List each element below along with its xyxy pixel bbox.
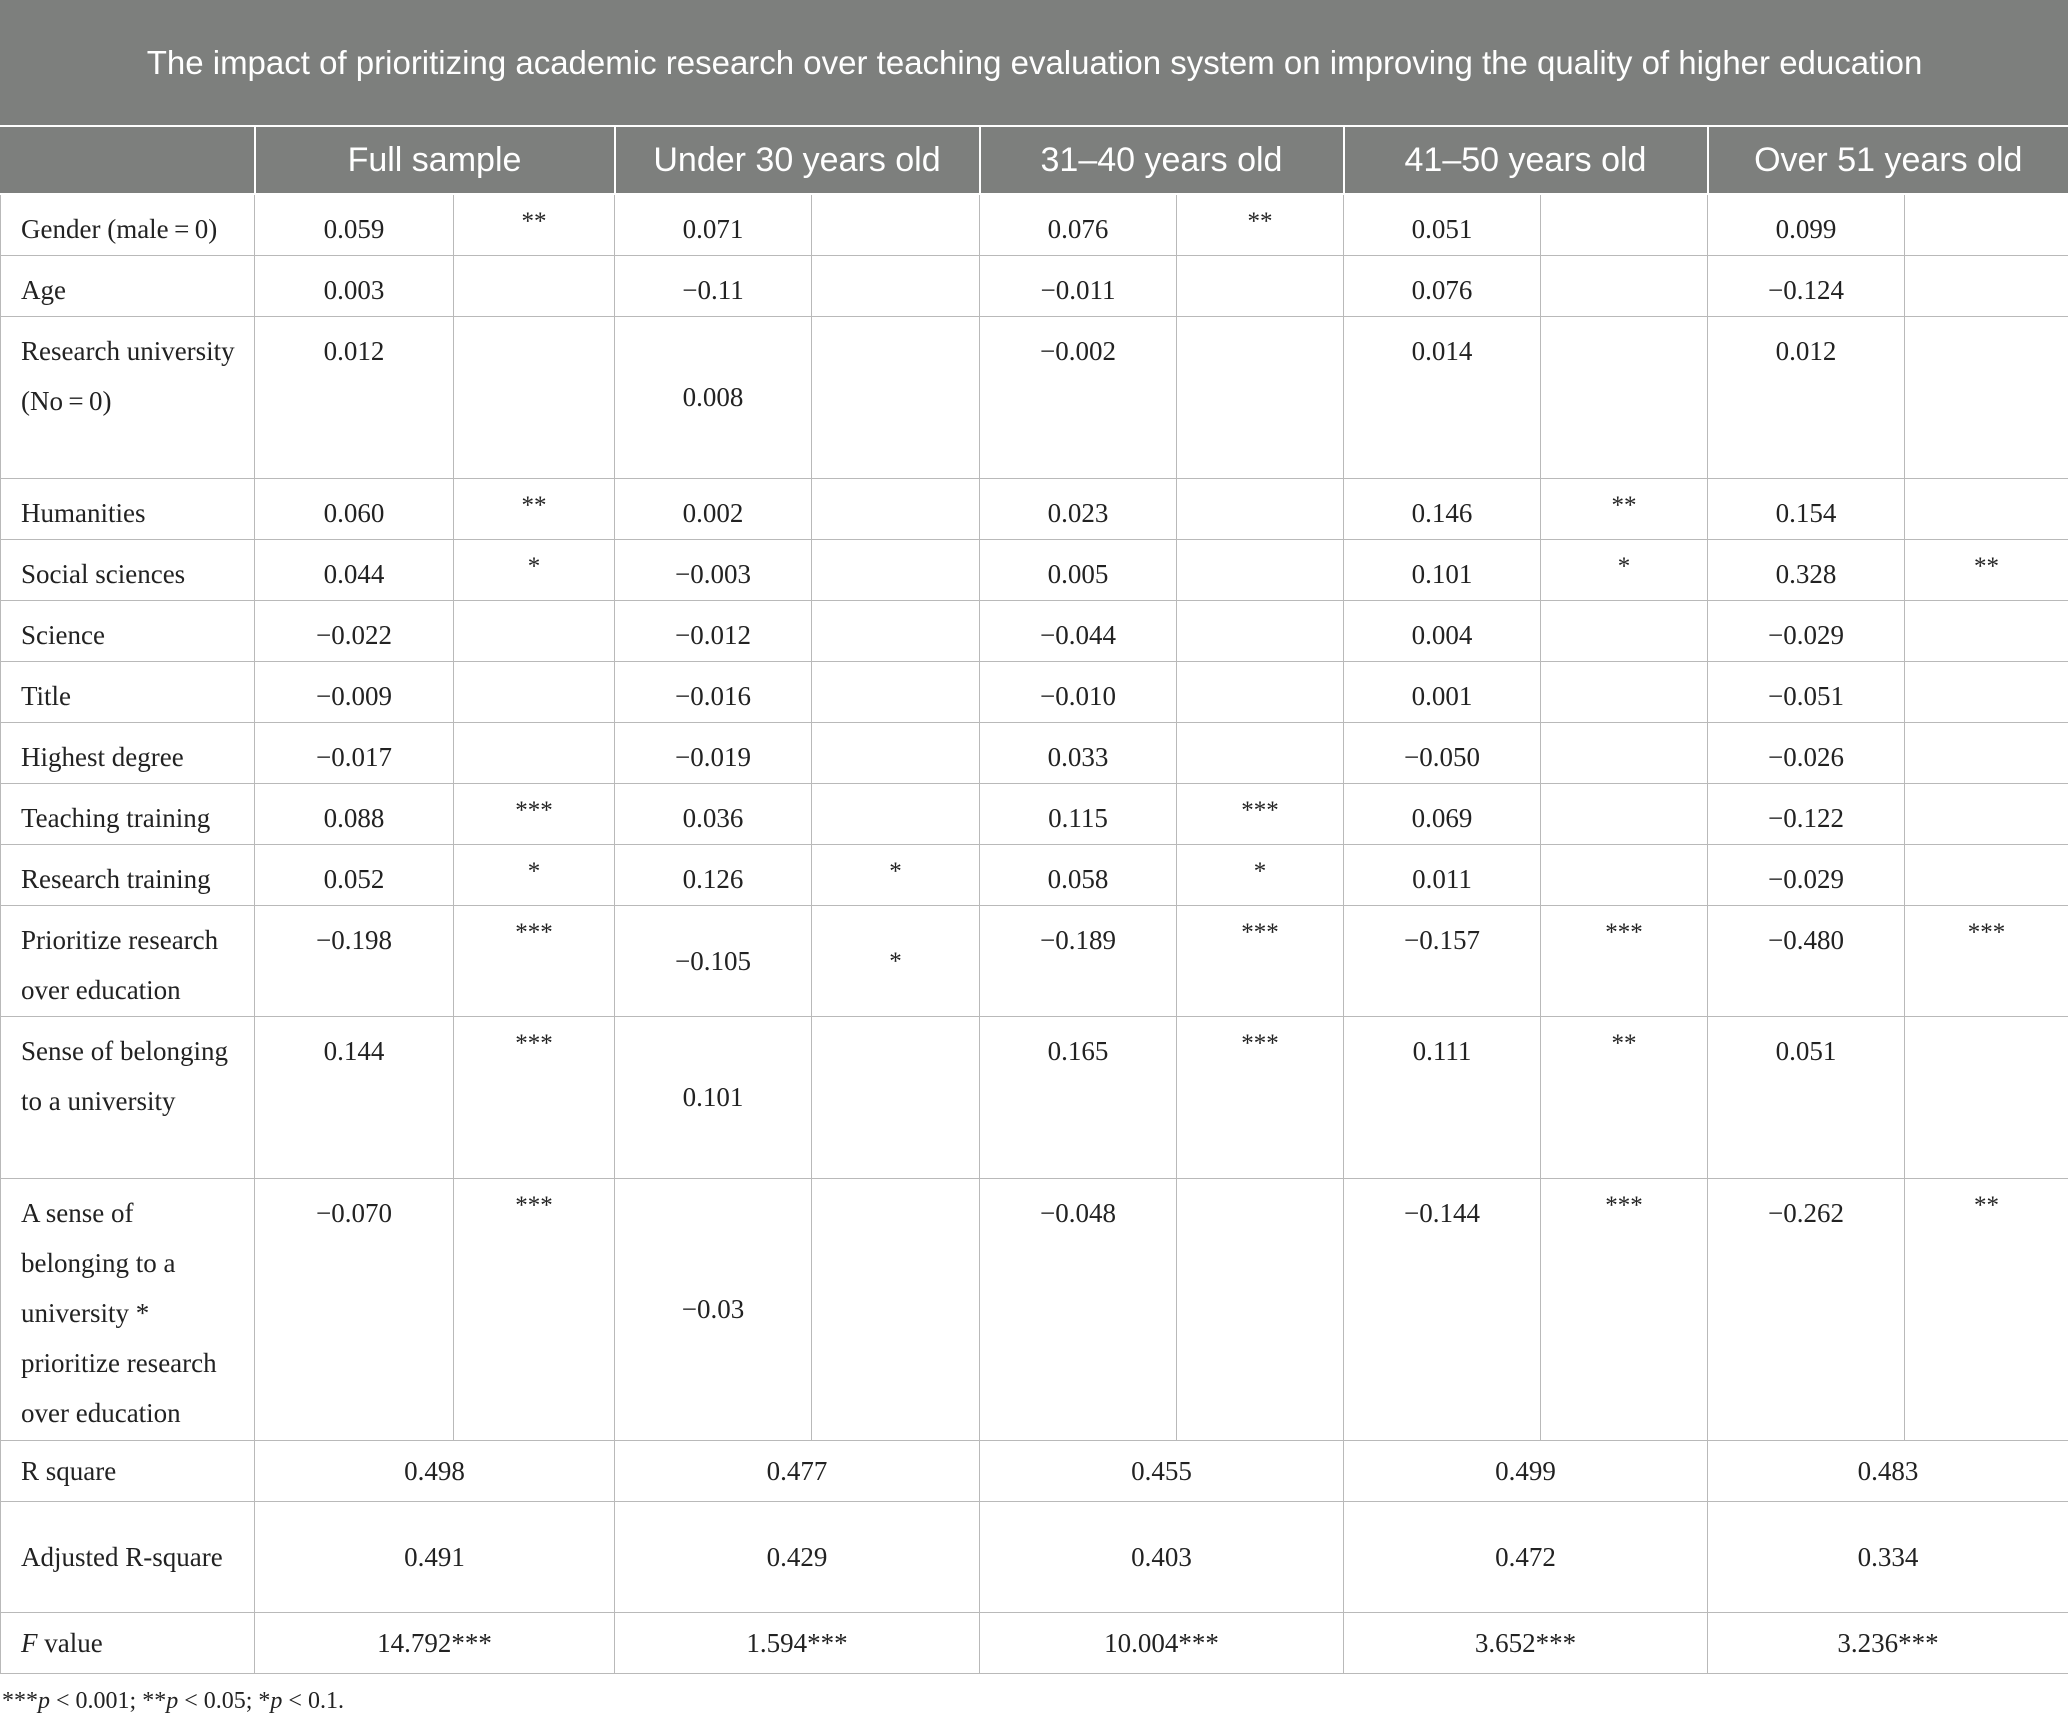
stat-value: 0.403	[980, 1501, 1344, 1612]
sig-cell	[812, 1016, 980, 1178]
sig-cell	[1541, 661, 1708, 722]
table-row	[1, 539, 2068, 600]
stat-row	[1, 1440, 2068, 1501]
table-row	[1, 600, 2068, 661]
stat-label: Adjusted R-square	[1, 1501, 255, 1612]
sig-cell	[1905, 722, 2068, 783]
sig-cell	[454, 600, 615, 661]
stat-value: 0.472	[1344, 1501, 1708, 1612]
header-full-sample: Full sample	[255, 126, 615, 194]
coef-cell: 0.115	[980, 783, 1177, 844]
coef-cell: −0.03	[615, 1178, 812, 1440]
sig-cell	[812, 194, 980, 255]
sig-cell: ***	[1905, 905, 2068, 1016]
coef-cell: 0.058	[980, 844, 1177, 905]
coef-cell: −0.022	[255, 600, 454, 661]
stat-value: 0.483	[1708, 1440, 2068, 1501]
table-row	[1, 783, 2068, 844]
table-row	[1, 661, 2068, 722]
coef-cell: −0.157	[1344, 905, 1541, 1016]
coef-cell: −0.029	[1708, 844, 1905, 905]
sig-cell	[1541, 194, 1708, 255]
coef-cell: −0.012	[615, 600, 812, 661]
coef-cell: −0.019	[615, 722, 812, 783]
coef-cell: −0.124	[1708, 255, 1905, 316]
sig-cell	[454, 316, 615, 478]
coef-cell: 0.146	[1344, 478, 1541, 539]
sig-cell: **	[1905, 539, 2068, 600]
sig-cell: ***	[454, 1016, 615, 1178]
coef-cell: 0.023	[980, 478, 1177, 539]
row-label: Social sciences	[1, 539, 255, 600]
sig-cell	[812, 539, 980, 600]
header-over-51: Over 51 years old	[1708, 126, 2068, 194]
sig-cell: ***	[1541, 1178, 1708, 1440]
coef-cell: 0.069	[1344, 783, 1541, 844]
sig-cell	[1177, 539, 1344, 600]
header-under-30: Under 30 years old	[615, 126, 980, 194]
coef-cell: −0.016	[615, 661, 812, 722]
coef-cell: 0.076	[1344, 255, 1541, 316]
coef-cell: −0.189	[980, 905, 1177, 1016]
coef-cell: 0.036	[615, 783, 812, 844]
row-label: Research university (No = 0)	[1, 316, 255, 478]
stat-value: 0.455	[980, 1440, 1344, 1501]
sig-cell	[1905, 783, 2068, 844]
sig-cell	[454, 722, 615, 783]
sig-cell	[1541, 783, 1708, 844]
coef-cell: −0.105	[615, 905, 812, 1016]
coef-cell: −0.003	[615, 539, 812, 600]
row-label: Teaching training	[1, 783, 255, 844]
stat-row	[1, 1501, 2068, 1612]
row-label: Title	[1, 661, 255, 722]
coef-cell: 0.099	[1708, 194, 1905, 255]
sig-cell	[1905, 316, 2068, 478]
sig-cell	[1541, 255, 1708, 316]
coef-cell: 0.071	[615, 194, 812, 255]
coef-cell: −0.070	[255, 1178, 454, 1440]
f-value-row	[1, 1612, 2068, 1673]
header-41-50: 41–50 years old	[1344, 126, 1708, 194]
sig-cell	[1905, 661, 2068, 722]
sig-cell	[1541, 316, 1708, 478]
coef-cell: −0.11	[615, 255, 812, 316]
coef-cell: 0.011	[1344, 844, 1541, 905]
sig-cell	[812, 316, 980, 478]
stat-value: 0.429	[615, 1501, 980, 1612]
sig-cell: *	[454, 844, 615, 905]
sig-cell	[1905, 194, 2068, 255]
f-value: 14.792***	[255, 1612, 615, 1673]
sig-cell	[812, 783, 980, 844]
table-row	[1, 844, 2068, 905]
coef-cell: 0.005	[980, 539, 1177, 600]
sig-cell: ***	[454, 783, 615, 844]
row-label: Science	[1, 600, 255, 661]
coef-cell: −0.051	[1708, 661, 1905, 722]
coef-cell: 0.328	[1708, 539, 1905, 600]
sig-cell: **	[1541, 478, 1708, 539]
coef-cell: 0.001	[1344, 661, 1541, 722]
significance-note: ***p < 0.001; **p < 0.05; *p < 0.1.	[2, 1688, 344, 1714]
sig-cell	[1905, 1016, 2068, 1178]
stat-value: 0.491	[255, 1501, 615, 1612]
header-empty	[1, 126, 255, 194]
sig-cell	[454, 661, 615, 722]
sig-cell: ***	[454, 905, 615, 1016]
sig-cell	[454, 255, 615, 316]
sig-cell: *	[1177, 844, 1344, 905]
coef-cell: 0.004	[1344, 600, 1541, 661]
table-row	[1, 1016, 2068, 1178]
f-value-label: F value	[1, 1612, 255, 1673]
stat-value: 0.498	[255, 1440, 615, 1501]
coef-cell: −0.029	[1708, 600, 1905, 661]
row-label: A sense of belonging to a university * prioritize research over education	[1, 1178, 255, 1440]
row-label: Gender (male = 0)	[1, 194, 255, 255]
coef-cell: 0.052	[255, 844, 454, 905]
coef-cell: −0.017	[255, 722, 454, 783]
coef-cell: 0.076	[980, 194, 1177, 255]
coef-cell: 0.059	[255, 194, 454, 255]
table-row	[1, 905, 2068, 1016]
coef-cell: −0.122	[1708, 783, 1905, 844]
coef-cell: 0.014	[1344, 316, 1541, 478]
sig-cell	[1541, 600, 1708, 661]
coef-cell: 0.002	[615, 478, 812, 539]
sig-cell: ***	[1541, 905, 1708, 1016]
sig-cell: **	[454, 478, 615, 539]
coef-cell: 0.111	[1344, 1016, 1541, 1178]
row-label: Humanities	[1, 478, 255, 539]
stat-value: 0.477	[615, 1440, 980, 1501]
table-row	[1, 316, 2068, 478]
coef-cell: −0.011	[980, 255, 1177, 316]
sig-cell: *	[812, 844, 980, 905]
row-label: Sense of belonging to a university	[1, 1016, 255, 1178]
coef-cell: 0.126	[615, 844, 812, 905]
sig-cell: **	[1905, 1178, 2068, 1440]
sig-cell	[1905, 478, 2068, 539]
coef-cell: 0.012	[1708, 316, 1905, 478]
row-label: Prioritize research over education	[1, 905, 255, 1016]
f-value: 3.236***	[1708, 1612, 2068, 1673]
sig-cell: **	[1177, 194, 1344, 255]
coef-cell: 0.051	[1708, 1016, 1905, 1178]
sig-cell	[812, 1178, 980, 1440]
stat-value: 0.334	[1708, 1501, 2068, 1612]
sig-cell	[1905, 844, 2068, 905]
sig-cell	[812, 255, 980, 316]
table-row	[1, 194, 2068, 255]
coef-cell: 0.003	[255, 255, 454, 316]
f-value: 1.594***	[615, 1612, 980, 1673]
sig-cell: **	[1541, 1016, 1708, 1178]
coef-cell: −0.002	[980, 316, 1177, 478]
sig-cell: *	[1541, 539, 1708, 600]
sig-cell: ***	[1177, 1016, 1344, 1178]
row-label: Research training	[1, 844, 255, 905]
stat-label: R square	[1, 1440, 255, 1501]
sig-cell: ***	[454, 1178, 615, 1440]
table-row	[1, 255, 2068, 316]
coef-cell: −0.026	[1708, 722, 1905, 783]
coef-cell: −0.009	[255, 661, 454, 722]
table-row	[1, 478, 2068, 539]
sig-cell	[1177, 1178, 1344, 1440]
sig-cell: *	[454, 539, 615, 600]
sig-cell: ***	[1177, 783, 1344, 844]
coef-cell: 0.154	[1708, 478, 1905, 539]
table-body	[1, 194, 2068, 1673]
sig-cell: ***	[1177, 905, 1344, 1016]
sig-cell	[1177, 316, 1344, 478]
f-value: 3.652***	[1344, 1612, 1708, 1673]
header-31-40: 31–40 years old	[980, 126, 1344, 194]
coef-cell: −0.010	[980, 661, 1177, 722]
row-label: Highest degree	[1, 722, 255, 783]
sig-cell	[1177, 600, 1344, 661]
sig-cell	[1177, 255, 1344, 316]
coef-cell: 0.165	[980, 1016, 1177, 1178]
coef-cell: 0.060	[255, 478, 454, 539]
coef-cell: 0.101	[615, 1016, 812, 1178]
sig-cell	[1905, 600, 2068, 661]
sig-cell	[1177, 722, 1344, 783]
coef-cell: −0.050	[1344, 722, 1541, 783]
sig-cell	[1177, 478, 1344, 539]
coef-cell: 0.033	[980, 722, 1177, 783]
f-value: 10.004***	[980, 1612, 1344, 1673]
coef-cell: 0.008	[615, 316, 812, 478]
table-row	[1, 1178, 2068, 1440]
coef-cell: 0.144	[255, 1016, 454, 1178]
coef-cell: −0.198	[255, 905, 454, 1016]
table-row	[1, 722, 2068, 783]
coef-cell: 0.088	[255, 783, 454, 844]
table-title: The impact of prioritizing academic research over teaching evaluation system on improving the quality of higher education	[1, 1, 2068, 127]
coef-cell: −0.480	[1708, 905, 1905, 1016]
sig-cell	[1541, 844, 1708, 905]
sig-cell	[1541, 722, 1708, 783]
coef-cell: −0.048	[980, 1178, 1177, 1440]
coef-cell: 0.051	[1344, 194, 1541, 255]
row-label: Age	[1, 255, 255, 316]
sig-cell	[812, 661, 980, 722]
coef-cell: −0.044	[980, 600, 1177, 661]
sig-cell: **	[454, 194, 615, 255]
sig-cell: *	[812, 905, 980, 1016]
sig-cell	[1905, 255, 2068, 316]
sig-cell	[812, 722, 980, 783]
coef-cell: 0.101	[1344, 539, 1541, 600]
sig-cell	[1177, 661, 1344, 722]
coef-cell: −0.262	[1708, 1178, 1905, 1440]
stat-value: 0.499	[1344, 1440, 1708, 1501]
coef-cell: 0.012	[255, 316, 454, 478]
coef-cell: −0.144	[1344, 1178, 1541, 1440]
coef-cell: 0.044	[255, 539, 454, 600]
sig-cell	[812, 478, 980, 539]
sig-cell	[812, 600, 980, 661]
